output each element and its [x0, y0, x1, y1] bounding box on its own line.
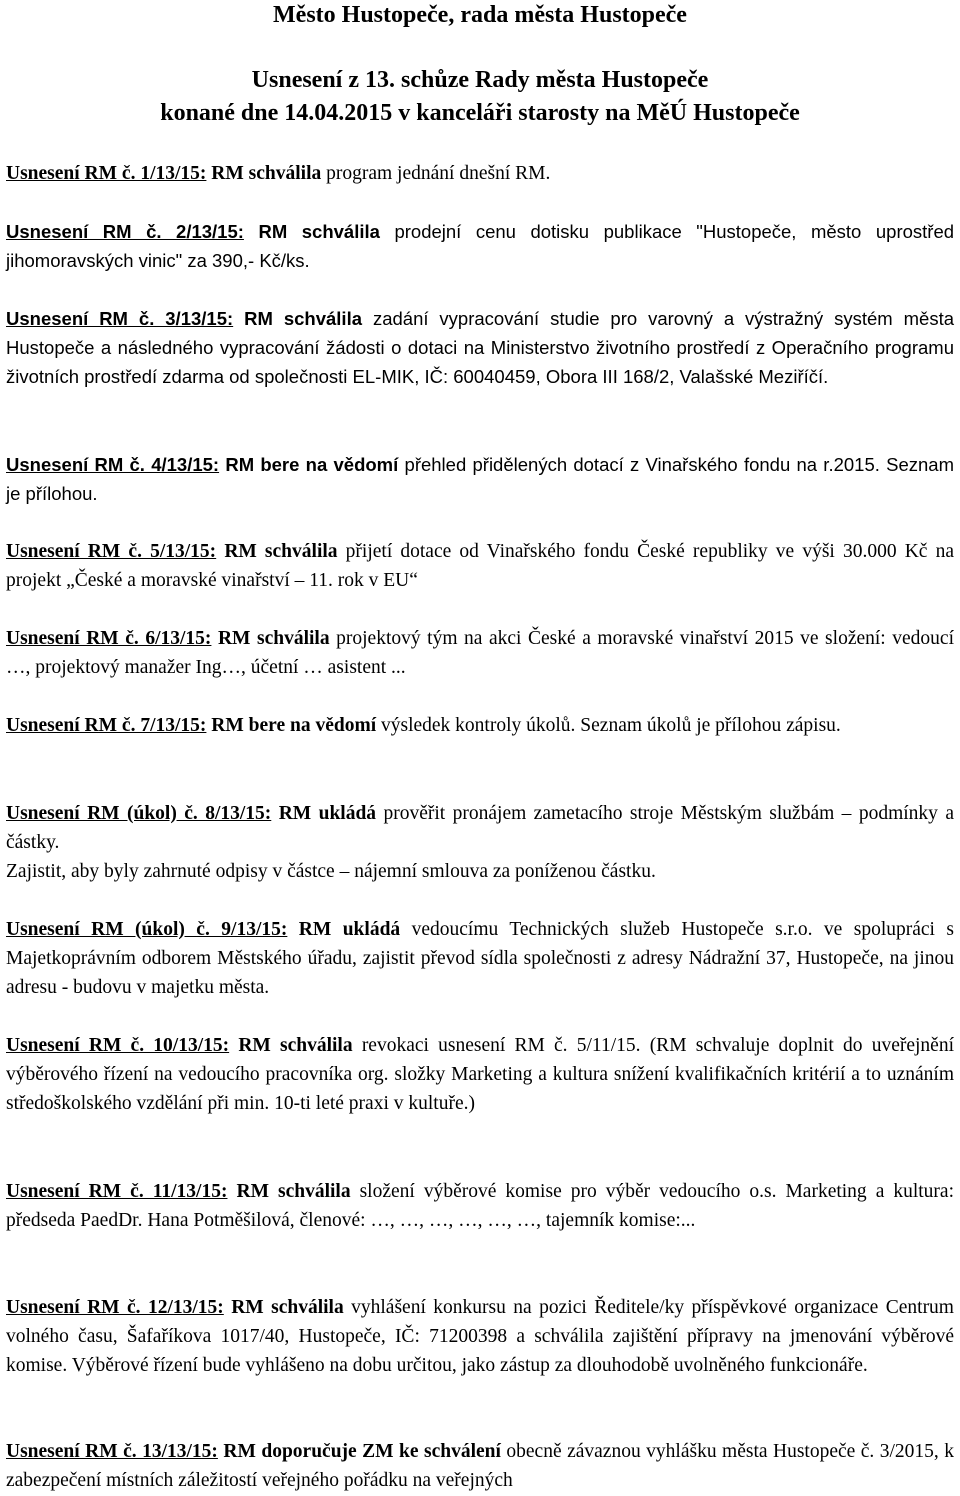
- resolution-12: [6, 1293, 954, 1380]
- resolution-label: Usnesení RM č. 10/13/15:: [6, 1035, 230, 1056]
- resolution-text: zadání vypracování studie pro varovný a výstražný systém města Hustopeče a následného vypracování žádosti o dotaci na Ministerstvo životního prostředí z Operačního programu životních prostředí zdarma od společnosti EL-MIK, IČ: 60040459, Obora III 168/2, Valašské Meziříčí.: [6, 308, 955, 387]
- resolution-text: přehled přidělených dotací z Vinařského fondu na r.2015. Seznam je přílohou.: [6, 454, 954, 504]
- resolution-action: RM ukládá: [298, 919, 401, 940]
- resolution-3: [6, 304, 954, 391]
- resolution-action: RM doporučuje ZM ke schválení: [223, 1441, 501, 1462]
- resolution-action: RM bere na vědomí: [211, 715, 377, 736]
- meeting-date-heading: konané dne 14.04.2015 v kanceláři starosty na MěÚ Hustopeče: [160, 100, 800, 126]
- resolution-text: projektový tým na akci České a moravské vinařství 2015 ve složení: vedoucí …, projektový manažer Ing…, účetní … asistent ...: [6, 628, 954, 678]
- resolution-action: RM ukládá: [278, 803, 377, 824]
- resolution-9: [6, 915, 954, 1002]
- resolution-label: Usnesení RM č. 5/13/15:: [6, 541, 217, 562]
- resolution-7: [6, 711, 954, 740]
- resolution-text: složení výběrové komise pro výběr vedoucího o.s. Marketing a kultura: předseda PaedDr. Hana Potměšilová, členové: …, …, …, …, …, …, tajemník komise:...: [6, 1181, 955, 1231]
- resolution-label: Usnesení RM (úkol) č. 8/13/15:: [6, 803, 272, 824]
- resolution-6: [6, 624, 954, 682]
- resolution-11: [6, 1177, 954, 1235]
- resolution-action: RM bere na vědomí: [225, 454, 399, 475]
- resolution-action: RM schválila: [244, 308, 362, 329]
- resolution-label: Usnesení RM (úkol) č. 9/13/15:: [6, 919, 288, 940]
- resolution-label: Usnesení RM č. 12/13/15:: [6, 1297, 224, 1318]
- resolution-label: Usnesení RM č. 3/13/15:: [6, 308, 234, 329]
- resolution-action: RM schválila: [236, 1181, 351, 1202]
- resolution-1: [6, 159, 954, 188]
- resolution-text: vyhlášení konkursu na pozici Ředitele/ky příspěvkové organizace Centrum volného času, Šafaříkova 1017/40, Hustopeče, IČ: 71200398 a schválila zajištění přípravy na jmenování výběrové komise. Výběrové řízení bude vyhlášeno na dobu určitou, jako zástup za dlouhodobě uvolněného funkcionáře.: [6, 1297, 954, 1376]
- resolution-extra-text: Zajistit, aby byly zahrnuté odpisy v částce – nájemní smlouva za poníženou částku.: [6, 861, 656, 882]
- resolution-text: výsledek kontroly úkolů. Seznam úkolů je přílohou zápisu.: [380, 715, 841, 736]
- resolution-action: RM schválila: [258, 221, 380, 242]
- resolution-text: program jednání dnešní RM.: [326, 163, 551, 184]
- resolution-action: RM schválila: [217, 628, 330, 649]
- resolution-label: Usnesení RM č. 4/13/15:: [6, 454, 220, 475]
- resolution-5: [6, 537, 954, 595]
- resolution-text: přijetí dotace od Vinařského fondu České republiky ve výši 30.000 Kč na projekt „České a moravské vinařství – 11. rok v EU“: [6, 541, 955, 591]
- resolution-action: RM schválila: [238, 1035, 353, 1056]
- resolution-text: revokaci usnesení RM č. 5/11/15. (RM schvaluje doplnit do uveřejnění výběrového řízení na vedoucího pracovníka org. složky Marketing a kultura snížení kvalifikačních kritérií a to uznáním středoškolského vzdělání při min. 10-ti leté praxi v kultuře.): [6, 1035, 955, 1114]
- resolution-label: Usnesení RM č. 6/13/15:: [6, 628, 212, 649]
- resolution-text: prověřit pronájem zametacího stroje Městským službám – podmínky a částky.: [6, 803, 954, 853]
- resolution-10: [6, 1031, 954, 1118]
- document-title: Město Hustopeče, rada města Hustopeče: [273, 2, 687, 28]
- resolution-action: RM schválila: [231, 1297, 344, 1318]
- resolution-4: [6, 450, 954, 508]
- resolution-action: RM schválila: [211, 163, 322, 184]
- resolution-text: obecně závaznou vyhlášku města Hustopeče č. 3/2015, k zabezpečení místních záležitostí veřejného pořádku na veřejných: [6, 1441, 955, 1491]
- resolution-action: RM schválila: [224, 541, 338, 562]
- resolution-13: [6, 1437, 954, 1495]
- resolution-8: [6, 799, 954, 886]
- resolution-2: [6, 217, 954, 275]
- resolution-label: Usnesení RM č. 7/13/15:: [6, 715, 207, 736]
- resolution-text: prodejní cenu dotisku publikace "Hustopeče, město uprostřed jihomoravských vinic" za 390,- Kč/ks.: [6, 221, 955, 271]
- resolution-label: Usnesení RM č. 11/13/15:: [6, 1181, 228, 1202]
- resolution-label: Usnesení RM č. 13/13/15:: [6, 1441, 218, 1462]
- resolution-text: vedoucímu Technických služeb Hustopeče s.r.o. ve spolupráci s Majetkoprávním odborem Městského úřadu, zajistit převod sídla společnosti z adresy Nádražní 37, Hustopeče, na jinou adresu - budovu v majetku města.: [6, 919, 954, 998]
- resolution-label: Usnesení RM č. 2/13/15:: [6, 221, 244, 242]
- resolution-label: Usnesení RM č. 1/13/15:: [6, 163, 207, 184]
- meeting-heading: Usnesení z 13. schůze Rady města Hustopeče: [251, 67, 709, 93]
